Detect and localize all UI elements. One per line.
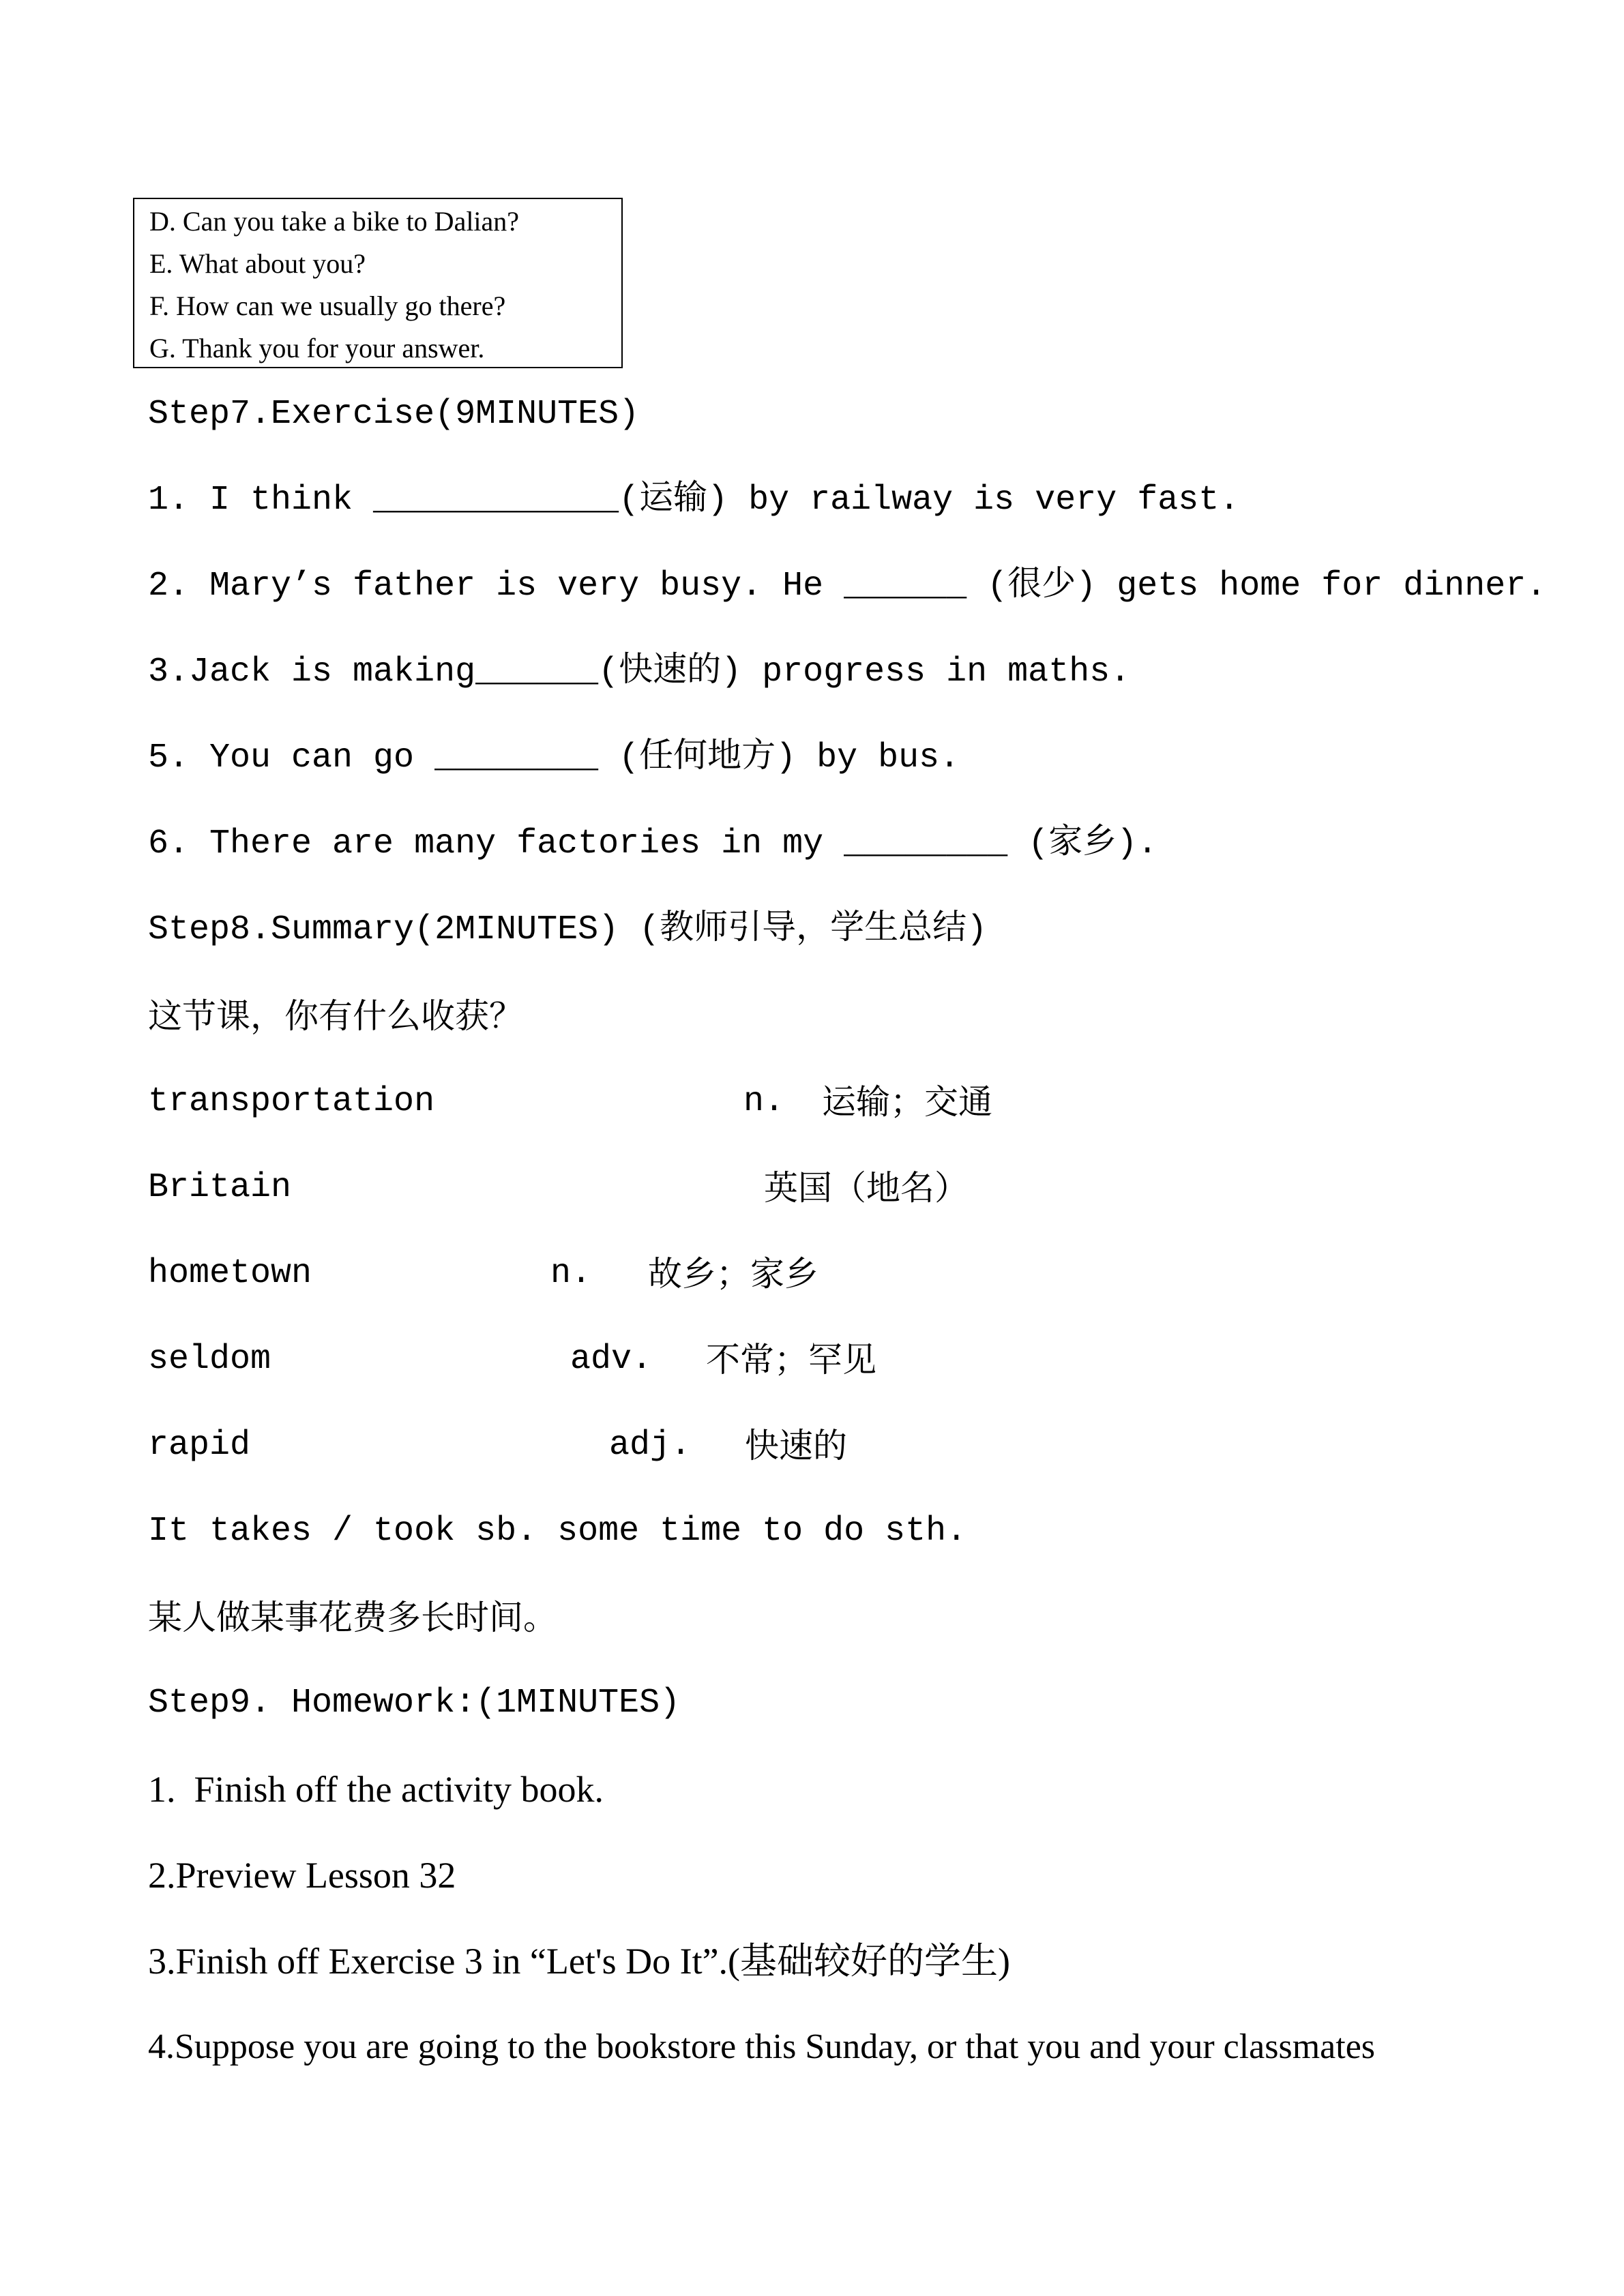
vocab-pos-transportation: n.	[743, 1082, 785, 1121]
homework-item-1: 1. Finish off the activity book.	[148, 1769, 604, 1810]
exercise-item-1: 1. I think ____________(运输) by railway is very fast.	[148, 481, 1240, 520]
homework-item-2: 2.Preview Lesson 32	[148, 1855, 456, 1896]
answer-options-box	[133, 198, 623, 368]
step8-heading: Step8.Summary(2MINUTES) (教师引导，学生总结)	[148, 910, 988, 949]
vocab-meaning-rapid: 快速的	[745, 1426, 847, 1465]
step7-heading: Step7.Exercise(9MINUTES)	[148, 395, 640, 434]
vocab-pos-hometown: n.	[550, 1254, 592, 1293]
homework-item-4: 4.Suppose you are going to the bookstore this Sunday, or that you and your classmates	[148, 2027, 1376, 2066]
vocab-word-britain: Britain	[148, 1168, 292, 1207]
option-f: F. How can we usually go there?	[149, 290, 506, 321]
option-d: D. Can you take a bike to Dalian?	[149, 206, 520, 237]
exercise-item-3: 3.Jack is making______(快速的) progress in maths.	[148, 653, 1131, 691]
exercise-item-5: 5. You can go ________ (任何地方) by bus.	[148, 739, 960, 777]
summary-phrase: It takes / took sb. some time to do sth.	[148, 1512, 967, 1551]
vocab-meaning-transportation: 运输；交通	[822, 1082, 992, 1122]
option-e: E. What about you?	[149, 248, 366, 279]
vocab-meaning-hometown: 故乡；家乡	[648, 1254, 818, 1294]
vocab-word-hometown: hometown	[148, 1254, 312, 1293]
vocab-word-rapid: rapid	[148, 1426, 251, 1465]
step9-heading: Step9. Homework:(1MINUTES)	[148, 1684, 681, 1723]
summary-phrase-meaning: 某人做某事花费多长时间。	[148, 1598, 557, 1637]
vocab-pos-rapid: adj.	[609, 1426, 692, 1465]
vocab-meaning-britain: 英国（地名）	[764, 1168, 969, 1208]
vocab-word-transportation: transportation	[148, 1082, 435, 1121]
vocab-meaning-seldom: 不常；罕见	[706, 1340, 876, 1380]
exercise-item-2: 2. Mary’s father is very busy. He ______ (很少) gets home for dinner.	[148, 567, 1547, 606]
vocab-word-seldom: seldom	[148, 1340, 271, 1379]
option-g: G. Thank you for your answer.	[149, 333, 485, 363]
vocab-pos-seldom: adv.	[570, 1340, 653, 1379]
summary-question: 这节课，你有什么收获？	[148, 996, 523, 1036]
homework-item-3: 3.Finish off Exercise 3 in “Let's Do It”.(基础较好的学生)	[148, 1941, 1011, 1982]
exercise-item-6: 6. There are many factories in my ________ (家乡).	[148, 824, 1158, 863]
